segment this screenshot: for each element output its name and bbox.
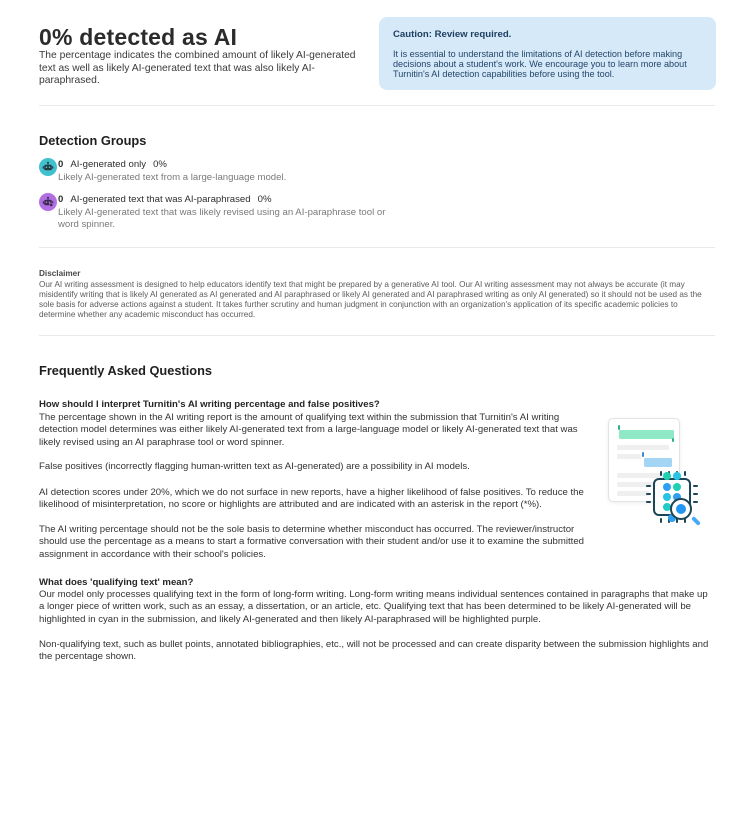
divider	[39, 247, 715, 248]
chip-pin	[660, 471, 662, 476]
faq-heading: Frequently Asked Questions	[39, 363, 213, 378]
magnifier-icon	[670, 498, 692, 520]
page-subtitle: The percentage indicates the combined amount of likely AI-generated text as well as likely AI-generated text that was also likely AI-paraphrased.	[39, 50, 356, 87]
caution-title: Caution: Review required.	[393, 29, 512, 40]
detection-group-row	[39, 158, 57, 176]
detection-group-count: 0	[58, 194, 64, 205]
chip-pin	[646, 485, 651, 487]
text-line	[617, 491, 649, 496]
chip-pin	[693, 501, 698, 503]
caution-callout	[379, 17, 716, 90]
highlight-bar-green	[619, 430, 674, 439]
page-title: 0% detected as AI	[39, 24, 238, 50]
faq-question-2: What does 'qualifying text' mean?	[39, 577, 194, 588]
chip-pin	[660, 518, 662, 523]
ai-detection-illustration	[603, 410, 733, 535]
detection-group-percent: 0%	[153, 159, 167, 170]
magnifier-handle	[691, 516, 701, 526]
highlight-tick-green-end	[672, 438, 674, 442]
detection-group-description: Likely AI-generated text that was likely revised using an AI-paraphrase tool or word spinner.	[58, 207, 386, 230]
divider	[39, 335, 715, 336]
faq-paragraph: The AI writing percentage should not be the sole basis to determine whether misconduct has occurred. The reviewer/instructor should use the percentage as a means to start a formative conversation with their student and/or use it to examine the submitted assignment in accordance with their school's policies.	[39, 524, 585, 560]
faq-question-1: How should I interpret Turnitin's AI writing percentage and false positives?	[39, 399, 380, 410]
faq-paragraph: False positives (incorrectly flagging human-written text as AI-generated) are a possibility in AI models.	[39, 461, 470, 472]
chip-dot	[663, 472, 671, 480]
chip-dot	[673, 483, 681, 491]
caution-body: It is essential to understand the limitations of AI detection before making decisions about a student's work. We encourage you to learn more about Turnitin's AI detection capabilities before using the tool.	[393, 49, 687, 80]
detection-group-line	[58, 194, 271, 205]
text-line	[617, 445, 669, 450]
chip-pin	[646, 493, 651, 495]
magnifier-focus-dot	[676, 504, 686, 514]
chip-pin	[646, 501, 651, 503]
chip-pin	[693, 493, 698, 495]
detection-group-percent: 0%	[257, 194, 272, 205]
detection-group-label: AI-generated text that was AI-paraphrased	[70, 194, 251, 205]
faq-paragraph: Non-qualifying text, such as bullet points, annotated bibliographies, etc., will not be processed and can create disparity between the submission highlights and the percentage shown.	[39, 639, 709, 663]
ai-robot-paraphrase-icon	[39, 193, 57, 211]
faq-paragraph: Our model only processes qualifying text in the form of long-form writing. Long-form writing means individual sentences contained in paragraphs that make up a longer piece of written work, such as an essay, a dissertation, or an article, etc. Qualifying text that has been determined to be likely AI-generated will be highlighted in cyan in the submission, and likely AI-generated and then likely AI-paraphrased will be highlighted purple.	[39, 589, 708, 625]
faq-paragraph: The percentage shown in the AI writing report is the amount of qualifying text within the submission that Turnitin's AI writing detection model determines was either likely AI-generated text from a large-language model or likely AI-generated text that was likely revised using an AI paraphrase tool or word spinner.	[39, 412, 578, 448]
detection-group-row	[39, 193, 57, 211]
detection-group-line	[58, 159, 167, 170]
faq-paragraph: AI detection scores under 20%, which we do not surface in new reports, have a higher likelihood of false positives. To reduce the likelihood of misinterpretation, no score or highlights are attributed and are indicated with an asterisk in the report (*%).	[39, 487, 584, 511]
chip-dot	[673, 472, 681, 480]
disclaimer-heading: Disclaimer	[39, 269, 81, 278]
highlight-tick-blue	[642, 452, 644, 457]
disclaimer-body: Our AI writing assessment is designed to help educators identify text that might be prepared by a generative AI tool. Our AI writing assessment may not always be accurate (it may misidentify writing that is likely AI generated as AI generated and AI paraphrased or likely AI generated and AI paraphrased writing as only AI generated) so it should not be used as the sole basis for adverse actions against a student. It takes further scrutiny and human judgment in conjunction with an organization's application of its specific academic policies to determine whether any academic misconduct has occurred.	[39, 280, 702, 319]
detection-group-count: 0	[58, 159, 64, 170]
chip-dot	[663, 483, 671, 491]
text-line	[617, 454, 641, 459]
chip-dot	[663, 493, 671, 501]
chip-pin	[684, 471, 686, 476]
detection-group-label: AI-generated only	[70, 159, 147, 170]
ai-robot-icon	[39, 158, 57, 176]
detection-group-description: Likely AI-generated text from a large-language model.	[58, 172, 287, 183]
highlight-bar-blue	[644, 458, 672, 467]
detection-groups-heading: Detection Groups	[39, 133, 147, 148]
divider	[39, 105, 715, 106]
chip-pin	[693, 485, 698, 487]
